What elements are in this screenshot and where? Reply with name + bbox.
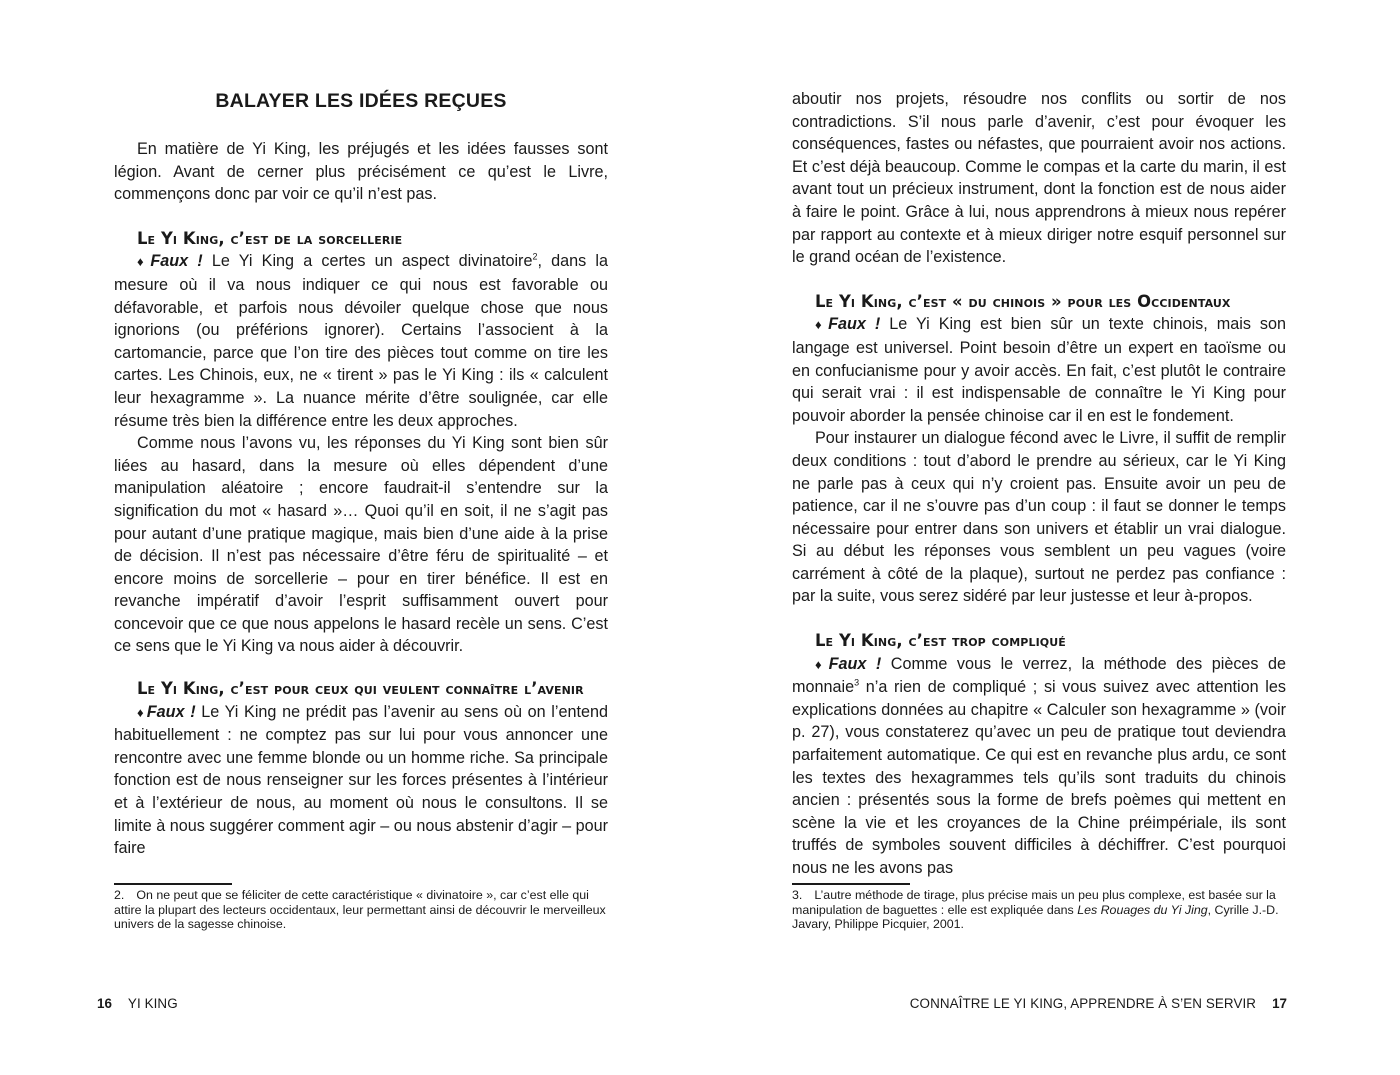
continuation-paragraph: aboutir nos projets, résoudre nos conflits ou sortir de nos contradictions. S’il nous parle d’avenir, c’est pour évoquer les conséquences, fastes ou néfastes, que pourraient avoir nos actions. Et c’est déjà beaucoup. Comme le compas et la carte du marin, il est avant tout un précieux instrument, dont la fonction est de nous aider à faire le point. Grâce à lui, nous apprendrons à mieux nous repérer par rapport au contexte et à mieux diriger notre esquif personnel sur le grand océan de l’existence. (792, 90, 1286, 267)
footnote-text: On ne peut que se féliciter de cette caractéristique « divinatoire », car c’est elle qui attire la plupart des lecteurs occidentaux, leur permettant ainsi de découvrir le merveilleux univers de la sagesse chinoise. (114, 888, 606, 931)
footnote-3: 3. L’autre méthode de tirage, plus précise mais un peu plus complexe, est basée sur la manipulation de baguettes : elle est expliquée dans Les Rouages du Yi Jing, Cyrille J.-D. Javary, Philippe Picquier, 2001. (792, 888, 1279, 931)
page-number: 17 (1272, 996, 1287, 1011)
diamond-bullet-icon: ♦ (137, 704, 145, 720)
faux-label: Faux ! (828, 654, 882, 673)
faux-label: Faux ! (146, 702, 196, 721)
intro-paragraph: En matière de Yi King, les préjugés et les idées fausses sont légion. Avant de cerner plus précisément ce qu’est le Livre, commençons donc par voir ce qu’il n’est pas. (114, 140, 608, 204)
section-sorcellerie-paragraph-1: ♦ Faux ! Le Yi King a certes un aspect divinatoire$^2$, dans la mesure où il va nous indiquer ce qui nous est favorable ou défavorable, et parfois nous dévoiler quelque chose que nous ignorions (ou préférions ignorer). Certains l’associent à la cartomancie, parce que l’on tire des pièces tout comme on tire les cartes. Les Chinois, eux, ne « tirent » pas le Yi King : ils « calculent leur hexagramme ». La nuance mérite d’être soulignée, car elle résume très bien la différence entre les deux approches. (114, 251, 608, 430)
footnote-ref-3[interactable]: 3 (854, 677, 860, 688)
footnote-ref-2[interactable]: 2 (532, 251, 538, 262)
faux-label: Faux ! (828, 315, 881, 334)
page-number: 16 (97, 996, 112, 1011)
diamond-bullet-icon: ♦ (815, 317, 827, 333)
footnote-number: 2. (114, 888, 125, 902)
section-complique-paragraph-1: ♦ Faux ! Comme vous le verrez, la méthode des pièces de monnaie$^3$ n’a rien de compliqué ; si vous suivez avec attention les explications données au chapitre « Calculer son hexagramme » (voir p. 27), vous constaterez qu’avec un peu de pratique tout deviendra parfaitement automatique. Ce qui est en revanche plus ardu, ce sont les textes des hexagrammes tels qu’ils sont traduits du chinois ancien : présentés sous la forme de brefs poèmes qui mettent en scène la vie et les croyances de la Chine préimpériale, ils sont truffés de symboles souvent difficiles à déchiffrer. C’est pourquoi nous ne les avons pas (792, 654, 1286, 877)
section-heading-chinois: Le Yi King, c’est « du chinois » pour les Occidentaux (815, 291, 1231, 311)
book-title: Les Rouages du Yi Jing (1077, 902, 1208, 917)
right-page (700, 0, 1400, 1075)
section-sorcellerie-paragraph-2: Comme nous l’avons vu, les réponses du Yi King sont bien sûr liées au hasard, dans la mesure où elles dépendent d’une manipulation aléatoire ; encore faudrait-il s’entendre sur la signification du mot « hasard »… Quoi qu’il en soit, il ne s’agit pas pour autant d’une pratique magique, mais bien d’une aide à la prise de décision. Il n’est pas nécessaire d’être féru de spiritualité – et encore moins de sorcellerie – pour en tirer bénéfice. Il est en revanche impératif d’avoir l’esprit suffisamment ouvert pour concevoir que ce que nous appelons le hasard recèle un sens. C’est ce sens que le Yi King va nous aider à découvrir. (114, 434, 608, 656)
footnote-divider (114, 883, 232, 885)
chapter-title: BALAYER LES IDÉES REÇUES (215, 90, 507, 112)
left-text-column (114, 88, 608, 860)
diamond-bullet-icon: ♦ (137, 254, 149, 270)
right-folio (910, 995, 1287, 1013)
section-heading-complique: Le Yi King, c’est trop compliqué (815, 631, 1066, 651)
diamond-bullet-icon: ♦ (815, 656, 827, 672)
left-folio (97, 995, 178, 1013)
running-title: YI KING (127, 996, 178, 1011)
right-text-column (792, 88, 1286, 880)
running-title: CONNAÎTRE LE YI KING, APPRENDRE À S’EN SERVIR (909, 996, 1257, 1011)
faux-label: Faux ! (150, 252, 203, 271)
section-chinois-paragraph-2: Pour instaurer un dialogue fécond avec le Livre, il suffit de remplir deux conditions : tout d’abord le prendre au sérieux, car le Yi King ne parle pas à ceux qui n’y croient pas. Ensuite avoir un peu de patience, car il ne s’ouvre pas d’un coup : il faut se donner le temps nécessaire pour entrer dans son univers et établir un vrai dialogue. Si au début les réponses vous semblent un peu vagues (voire carrément à côté de la plaque), surtout ne perdez pas confiance : par la suite, vous serez sidéré par leur justesse et leur à-propos. (792, 429, 1286, 606)
section-heading-sorcellerie: Le Yi King, c’est de la sorcellerie (137, 228, 403, 248)
section-chinois-paragraph-1: ♦ Faux ! Le Yi King est bien sûr un texte chinois, mais son langage est universel. Point besoin d’être un expert en taoïsme ou en confucianisme pour y avoir accès. En fait, c’est plutôt le contraire qui serait vrai : il est indispensable de connaître le Yi King pour pouvoir aborder la pensée chinoise car il en est le fondement. (792, 315, 1286, 425)
section-heading-avenir: Le Yi King, c’est pour ceux qui veulent connaître l’avenir (137, 679, 584, 699)
footnote-number: 3. (792, 888, 803, 902)
footnote-2 (114, 888, 608, 932)
footnote-divider (792, 883, 910, 885)
section-avenir-paragraph-1: ♦ Faux ! Le Yi King ne prédit pas l’avenir au sens où on l’entend habituellement : ne comptez pas sur lui pour vous annoncer une rencontre avec une femme blonde ou un homme riche. Sa principale fonction est de nous renseigner sur les forces présentes à l’intérieur et à l’extérieur de nous, au moment où nous le consultons. Il se limite à nous suggérer comment agir – ou nous abstenir d’agir – pour faire (114, 702, 609, 858)
